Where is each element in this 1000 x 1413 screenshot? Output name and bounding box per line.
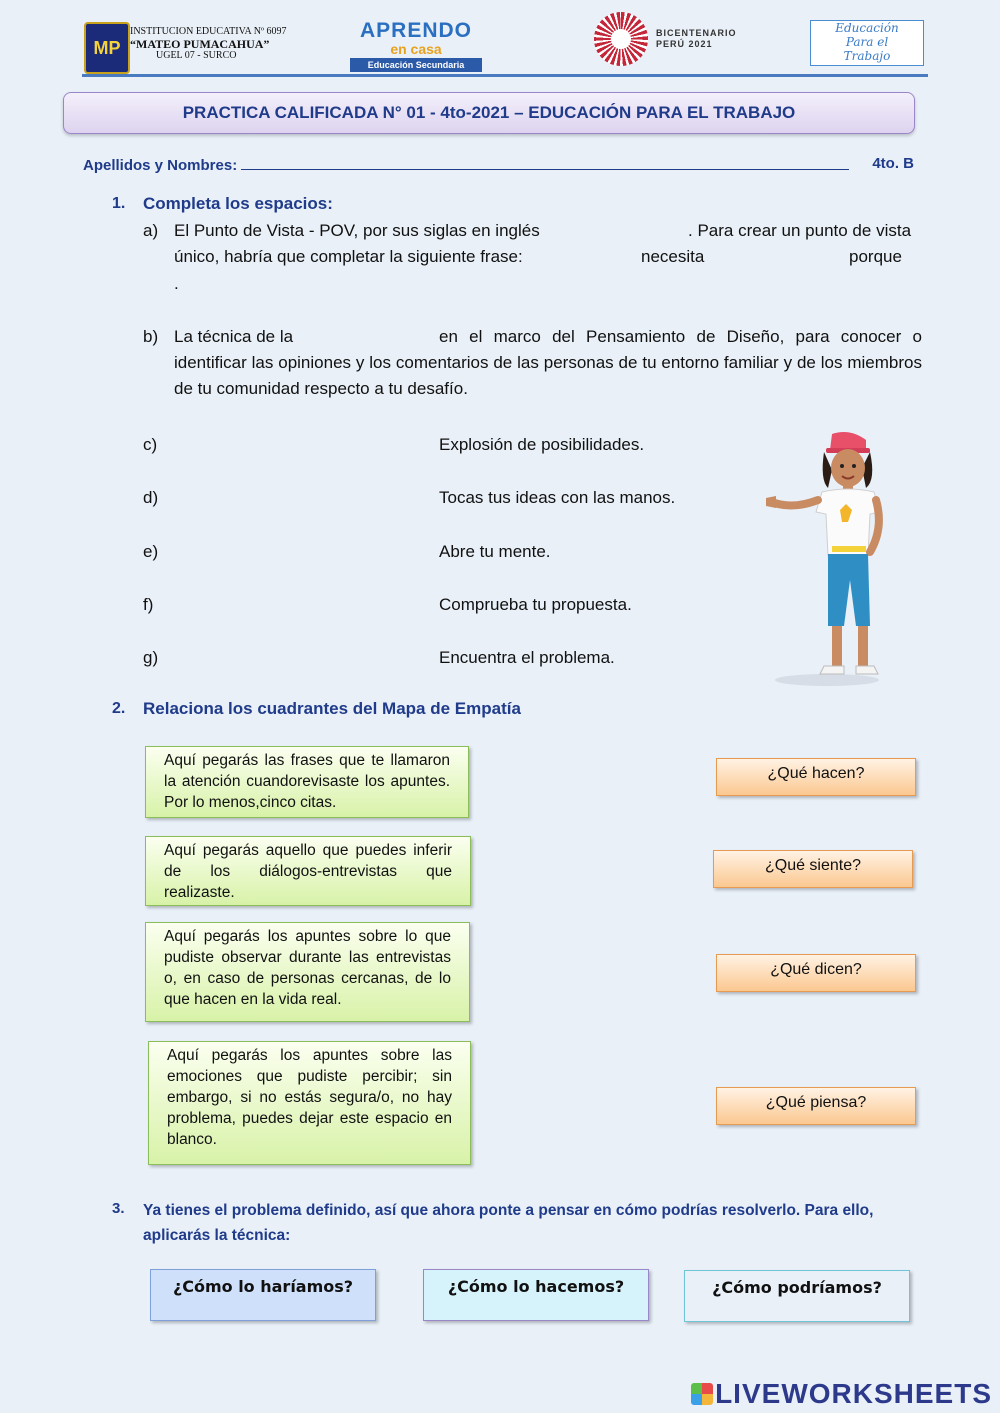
item-e-text: Abre tu mente. — [439, 542, 551, 561]
header-divider — [82, 74, 928, 77]
section-1-title: Completa los espacios: — [143, 194, 333, 213]
item-d-letter: d) — [143, 488, 159, 507]
school-line-1: INSTITUCION EDUCATIVA Nº 6097 — [130, 26, 287, 37]
item-b-text-2: en el marco del Pensamiento de Diseño, para conocer o identificar las opiniones y los comentarios de las personas de tu entorno familiar y de los miembros de tu comunidad respecto a tu desafío. — [174, 327, 922, 398]
item-b-letter: b) — [143, 327, 159, 346]
item-d-text: Tocas tus ideas con las manos. — [439, 488, 676, 507]
item-a-letter: a) — [143, 221, 159, 240]
school-info — [130, 26, 287, 62]
aprendo-title: APRENDO — [359, 19, 472, 42]
item-f-letter: f) — [143, 595, 154, 614]
school-logo: MP — [84, 22, 130, 74]
technique-option-3[interactable] — [684, 1270, 910, 1322]
bicentenario-line-1: BICENTENARIO — [656, 28, 737, 38]
empathy-card-3[interactable]: Aquí pegarás los apuntes sobre lo que pudiste observar durante las entrevistas o, en caso de personas cercanas, de lo que hacen en la vida real. — [145, 922, 470, 1022]
quadrant-que-dicen[interactable]: ¿Qué dicen? — [716, 954, 916, 992]
footer-brand: LIVEWORKSHEETS — [715, 1378, 992, 1409]
item-a-text-1: El Punto de Vista - POV, por sus siglas en inglés — [174, 221, 540, 240]
educacion-para-el-trabajo-logo — [810, 20, 924, 66]
empathy-card-2[interactable]: Aquí pegarás aquello que puedes inferir de los diálogos-entrevistas que realizaste. — [145, 836, 471, 906]
aprendo-level: Educación Secundaria — [350, 58, 482, 72]
edu-logo-line-3: Trabajo — [843, 49, 891, 63]
item-a-text-3: único, habría que completar la siguiente frase: — [174, 247, 523, 266]
liveworksheets-logo-icon — [691, 1383, 713, 1405]
bicentenario-seal-icon — [594, 12, 648, 66]
student-name-blank[interactable] — [241, 155, 849, 170]
aprendo-en-casa-logo — [350, 20, 482, 72]
technique-option-2-label: ¿Cómo lo hacemos? — [447, 1277, 625, 1296]
item-c-text: Explosión de posibilidades. — [439, 435, 645, 454]
item-e-letter: e) — [143, 542, 159, 561]
edu-logo-line-2: Para el — [845, 35, 889, 49]
section-2-number: 2. — [112, 700, 126, 717]
section-3-text: Ya tienes el problema definido, así que ahora ponte a pensar en cómo podrías resolverlo. Para ello, aplicarás la técnica: — [143, 1202, 874, 1244]
school-line-3: UGEL 07 - SURCO — [156, 50, 237, 61]
bicentenario-text — [656, 28, 737, 50]
page-title: PRACTICA CALIFICADA N° 01 - 4to-2021 – EDUCACIÓN PARA EL TRABAJO — [63, 92, 915, 134]
technique-option-2[interactable] — [423, 1269, 649, 1321]
item-g-text: Encuentra el problema. — [439, 648, 615, 667]
item-f-text: Comprueba tu propuesta. — [439, 595, 632, 614]
item-g-letter: g) — [143, 648, 159, 667]
item-b-text-1: La técnica de la — [174, 327, 294, 346]
aprendo-subtitle: en casa — [390, 41, 442, 57]
student-grade: 4to. B — [872, 155, 914, 172]
technique-option-1[interactable] — [150, 1269, 376, 1321]
quadrant-que-piensa[interactable]: ¿Qué piensa? — [716, 1087, 916, 1125]
liveworksheets-footer — [691, 1378, 992, 1410]
item-a-text-2: . Para crear un punto de vista — [688, 221, 912, 240]
section-3-number: 3. — [112, 1200, 125, 1217]
technique-option-3-label: ¿Cómo podríamos? — [712, 1278, 882, 1297]
item-a-text-6: . — [174, 274, 179, 293]
student-name-row — [83, 155, 914, 174]
technique-option-1-label: ¿Cómo lo haríamos? — [172, 1277, 354, 1296]
section-1-number: 1. — [112, 195, 126, 212]
quadrant-que-hacen[interactable]: ¿Qué hacen? — [716, 758, 916, 796]
empathy-card-1[interactable]: Aquí pegarás las frases que te llamaron la atención cuandorevisaste los apuntes. Por lo menos,cinco citas. — [145, 746, 469, 818]
item-a-text-5: porque — [849, 247, 902, 266]
empathy-card-4[interactable]: Aquí pegarás los apuntes sobre las emociones que pudiste percibir; sin embargo, si no estás segura/o, no hay problema, puedes dejar este espacio en blanco. — [148, 1041, 471, 1165]
item-c-letter: c) — [143, 435, 158, 454]
girl-illustration — [762, 430, 892, 688]
student-name-label: Apellidos y Nombres: — [83, 157, 238, 174]
item-a-text-4: necesita — [641, 247, 705, 266]
quadrant-que-siente[interactable]: ¿Qué siente? — [713, 850, 913, 888]
edu-logo-line-1: Educación — [835, 21, 899, 35]
bicentenario-line-2: PERÚ 2021 — [656, 39, 713, 49]
section-2-title: Relaciona los cuadrantes del Mapa de Empatía — [143, 699, 521, 718]
school-name: “MATEO PUMACAHUA” — [130, 37, 270, 51]
